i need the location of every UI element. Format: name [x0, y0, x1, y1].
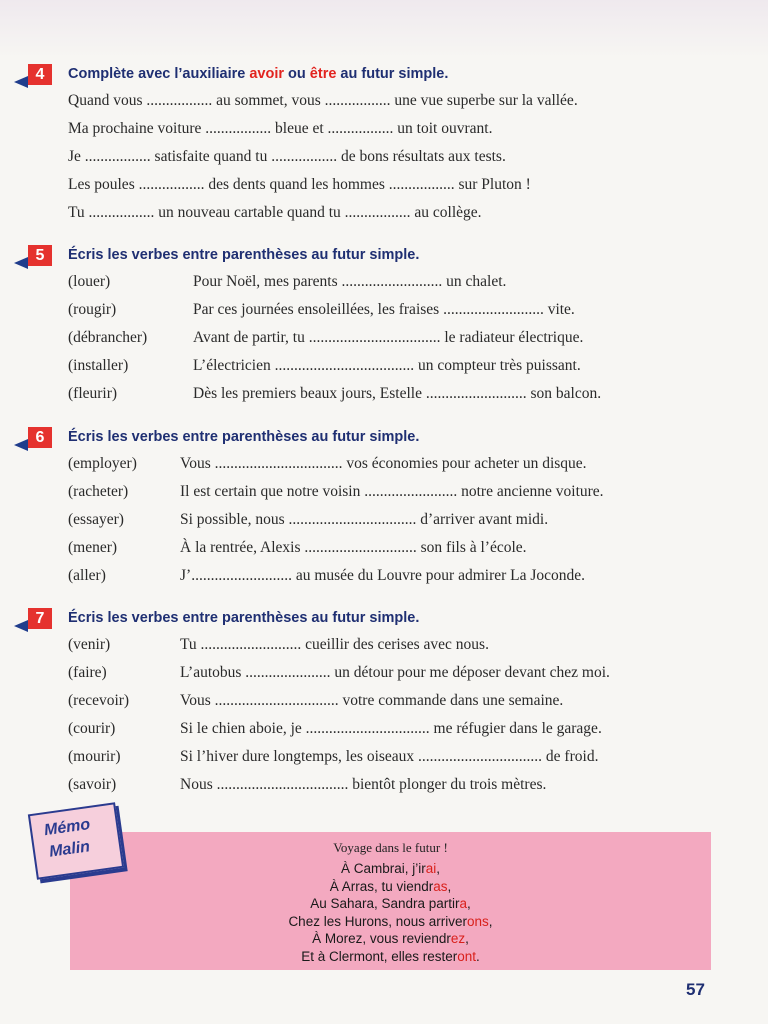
exercise-sentence: Tu .......................... cueillir des cerises avec nous.	[180, 636, 489, 653]
instruction-text: ou	[284, 66, 310, 82]
exercise-header	[0, 245, 740, 267]
exercise-sentence: Si possible, nous ................................. d’arriver avant midi.	[180, 511, 549, 528]
instruction-keyword-etre: être	[309, 66, 337, 82]
exercise-sentence: Pour Noël, mes parents .......................... un chalet.	[193, 273, 507, 290]
memo-line-punct: ,	[465, 931, 469, 946]
verb-hint: (racheter)	[68, 483, 129, 500]
badge-line-2: Malin	[48, 838, 91, 861]
exercise-sentence: Avant de partir, tu .................................. le radiateur électrique.	[193, 329, 584, 346]
verb-hint: (faire)	[68, 664, 107, 681]
exercise-sentence: Si le chien aboie, je ................................ me réfugier dans le garage.	[180, 720, 602, 737]
memo-line-ending: ai	[425, 861, 437, 876]
verb-hint: (venir)	[68, 636, 111, 653]
verb-hint: (recevoir)	[68, 692, 130, 709]
page-number: 57	[686, 980, 705, 999]
verb-hint: (installer)	[68, 357, 129, 374]
instruction-text: Complète avec l’auxiliaire	[68, 66, 250, 82]
memo-line-stem: Au Sahara, Sandra partir	[310, 896, 460, 911]
exercise-number: 7	[28, 608, 52, 629]
memo-line	[70, 913, 711, 931]
verb-hint: (rougir)	[68, 301, 117, 318]
memo-line-stem: À Morez, vous reviendr	[312, 931, 451, 946]
memo-line	[70, 860, 711, 878]
exercise-sentence: À la rentrée, Alexis ............................. son fils à l’école.	[180, 539, 527, 556]
exercise-line: Je ................. satisfaite quand tu ................. de bons résultats aux tests.	[68, 148, 506, 165]
verb-hint: (louer)	[68, 273, 111, 290]
memo-line-punct: .	[476, 948, 480, 964]
exercise-header	[0, 608, 740, 630]
verb-hint: (débrancher)	[68, 329, 148, 346]
memo-line-punct: ,	[467, 896, 471, 911]
verb-hint: (mourir)	[68, 748, 121, 765]
exercise-marker-arrow	[14, 620, 28, 632]
verb-hint: (fleurir)	[68, 385, 118, 402]
memo-line-ending: as	[433, 878, 448, 894]
memo-line-stem: Et à Clermont, elles rester	[301, 948, 458, 964]
memo-line	[70, 930, 711, 948]
instruction-keyword-avoir: avoir	[249, 66, 285, 82]
memo-line-ending: ont	[457, 948, 477, 964]
exercise-line: Les poules ................. des dents quand les hommes ................. sur Pluton !	[68, 176, 531, 193]
memo-line-punct: ,	[447, 878, 452, 894]
memo-line-ending: a	[459, 896, 468, 911]
exercise-sentence: Il est certain que notre voisin ........................ notre ancienne voiture.	[180, 483, 604, 500]
exercise-sentence: L’électricien .................................... un compteur très puissant.	[193, 357, 581, 374]
exercise-number: 5	[28, 245, 52, 266]
instruction-text: au futur simple.	[336, 66, 449, 82]
verb-hint: (aller)	[68, 567, 106, 584]
exercise-number: 4	[28, 64, 52, 85]
exercise-header	[0, 427, 740, 449]
memo-line-stem: À Arras, tu viendr	[329, 878, 434, 894]
memo-line	[70, 878, 711, 896]
exercise-line: Ma prochaine voiture ................. bleue et ................. un toit ouvrant.	[68, 120, 493, 137]
badge-line-1: Mémo	[43, 815, 92, 840]
exercise-number: 6	[28, 427, 52, 448]
exercise-sentence: Vous ................................ votre commande dans une semaine.	[180, 692, 564, 709]
memo-line	[70, 948, 711, 966]
exercise-sentence: L’autobus ...................... un détour pour me déposer devant chez moi.	[180, 664, 610, 681]
memo-poem	[70, 860, 711, 965]
exercise-instruction: Écris les verbes entre parenthèses au futur simple.	[68, 610, 420, 626]
memo-malin-badge	[28, 802, 124, 880]
exercise-instruction	[68, 66, 448, 82]
exercise-instruction: Écris les verbes entre parenthèses au futur simple.	[68, 247, 420, 263]
memo-box	[70, 832, 711, 970]
exercise-sentence: Si l’hiver dure longtemps, les oiseaux ................................ de froid.	[180, 748, 599, 765]
exercise-line: Tu ................. un nouveau cartable quand tu ................. au collège.	[68, 204, 482, 221]
exercise-marker-arrow	[14, 439, 28, 451]
verb-hint: (employer)	[68, 455, 137, 472]
exercise-marker-arrow	[14, 76, 28, 88]
memo-line	[70, 895, 711, 913]
verb-hint: (courir)	[68, 720, 116, 737]
exercise-sentence: Vous ................................. vos économies pour acheter un disque.	[180, 455, 587, 472]
exercise-header	[0, 64, 740, 86]
memo-line-stem: À Cambrai, j’ir	[340, 861, 426, 876]
memo-title: Voyage dans le futur !	[333, 840, 448, 855]
exercise-marker-arrow	[14, 257, 28, 269]
memo-line-punct: ,	[488, 913, 493, 929]
exercise-sentence: Par ces journées ensoleillées, les fraises .......................... vite.	[193, 301, 575, 318]
memo-line-stem: Chez les Hurons, nous arriver	[288, 913, 468, 929]
exercise-instruction: Écris les verbes entre parenthèses au futur simple.	[68, 429, 420, 445]
exercise-sentence: Nous .................................. bientôt plonger du trois mètres.	[180, 776, 547, 793]
memo-line-ending: ez	[450, 931, 466, 946]
verb-hint: (essayer)	[68, 511, 124, 528]
memo-line-ending: ons	[467, 913, 489, 929]
exercise-line: Quand vous ................. au sommet, vous ................. une vue superbe sur la vallée.	[68, 92, 578, 109]
verb-hint: (mener)	[68, 539, 118, 556]
exercise-sentence: Dès les premiers beaux jours, Estelle .......................... son balcon.	[193, 385, 602, 402]
memo-line-punct: ,	[436, 861, 441, 876]
page-top-band	[0, 0, 768, 58]
verb-hint: (savoir)	[68, 776, 117, 793]
exercise-sentence: J’.......................... au musée du Louvre pour admirer La Joconde.	[180, 567, 586, 584]
